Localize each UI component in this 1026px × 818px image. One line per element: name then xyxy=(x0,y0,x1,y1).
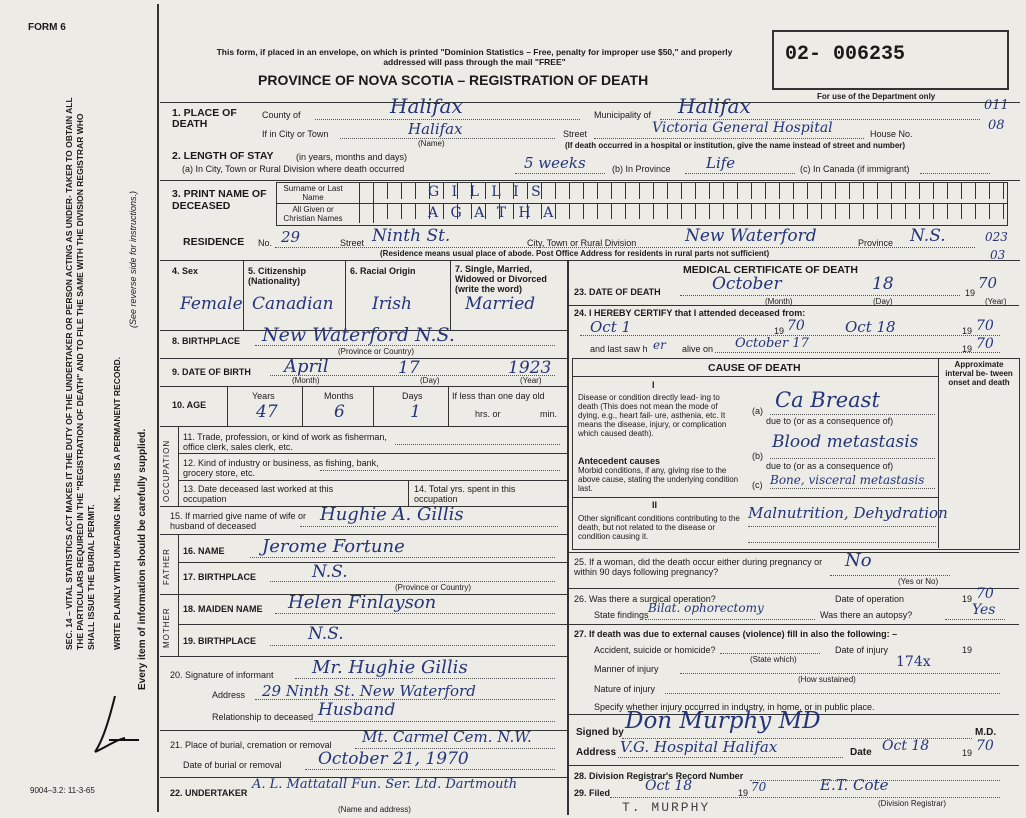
rule xyxy=(569,552,1019,553)
rule xyxy=(720,653,820,654)
sex-label: 4. Sex xyxy=(172,266,199,276)
death-century: 19 xyxy=(965,288,976,298)
rule xyxy=(680,673,1000,674)
occupation-side-label: OCCUPATION xyxy=(162,439,171,502)
rule xyxy=(178,624,567,625)
filed-date: Oct 18 xyxy=(645,778,693,794)
rule xyxy=(715,352,1000,353)
last-century: 19 xyxy=(962,344,973,354)
months-label: Months xyxy=(324,391,354,401)
last-seen-her: er xyxy=(653,338,666,352)
cause-a-label: (a) xyxy=(752,406,763,416)
from-century: 19 xyxy=(774,326,785,336)
supply-note: Every item of information should be carefully supplied. xyxy=(137,428,148,690)
q29-label: 29. Filed xyxy=(574,788,611,798)
due-to-1: due to (or as a consequence of) xyxy=(766,416,894,426)
cause-c-value: Bone, visceral metastasis xyxy=(770,473,925,487)
rule xyxy=(448,386,449,426)
to-century: 19 xyxy=(962,326,973,336)
q12-label: 12. Kind of industry or business, as fishing, bank, grocery store, etc. xyxy=(183,458,379,478)
stay-b-value: Life xyxy=(706,154,736,172)
nature-label: Nature of injury xyxy=(594,684,656,694)
op-century: 19 xyxy=(962,594,973,604)
rule xyxy=(160,386,567,387)
ink-notice: WRITE PLAINLY WITH UNFADING INK. THIS IS A PERMANENT RECORD. xyxy=(112,356,122,650)
other-conditions-value: Malnutrition, Dehydration xyxy=(748,504,948,522)
residence-note: (Residence means usual place of abode. Post Office Address for residents in rural parts not sufficient) xyxy=(380,249,770,258)
dob-day-note: (Day) xyxy=(420,376,440,385)
roman-1: I xyxy=(652,380,655,390)
rule xyxy=(748,542,936,543)
mother-maiden-value: Helen Finlayson xyxy=(288,592,437,613)
mother-birthplace-value: N.S. xyxy=(308,624,344,644)
street-value: Victoria General Hospital xyxy=(652,120,833,136)
rule xyxy=(770,488,935,489)
cause-c-label: (c) xyxy=(752,480,763,490)
rule xyxy=(569,624,1019,625)
q28-label: 28. Division Registrar's Record Number xyxy=(574,771,744,781)
last-seen-year: 70 xyxy=(976,336,994,352)
res-city-value: New Waterford xyxy=(685,226,817,246)
rule xyxy=(160,358,567,359)
municipality-value: Halifax xyxy=(678,94,751,118)
dept-use-note: For use of the Department only xyxy=(817,92,936,101)
antecedent-sub: Morbid conditions, if any, giving rise to the above cause, stating the underlying condition last. xyxy=(578,466,739,493)
father-name-value: Jerome Fortune xyxy=(262,536,405,557)
last-seen-label: and last saw h xyxy=(590,344,648,354)
rule xyxy=(255,699,555,700)
attend-to: Oct 18 xyxy=(845,318,896,336)
rule xyxy=(270,645,555,646)
cause-b-value: Blood metastasis xyxy=(772,432,919,452)
dept-code-3: 023 xyxy=(985,230,1008,244)
q27-label: 27. If death was due to external causes (violence) fill in also the following: – xyxy=(574,629,898,639)
res-street-value: Ninth St. xyxy=(372,226,451,246)
rule xyxy=(594,138,864,139)
rule xyxy=(270,581,555,582)
relationship-value: Husband xyxy=(318,700,396,720)
cert-date-label: Date xyxy=(850,747,872,758)
cause-b-label: (b) xyxy=(752,451,763,461)
death-month: October xyxy=(712,274,782,294)
rule xyxy=(395,444,560,445)
print-code: 9004–3.2: 11-3-65 xyxy=(30,786,95,795)
state-findings-label: State findings xyxy=(594,610,649,620)
rule xyxy=(302,386,303,426)
name-note: (Name) xyxy=(418,139,445,148)
antecedent-label: Antecedent causes xyxy=(578,456,661,466)
stay-sub: (in years, months and days) xyxy=(296,152,408,162)
rule xyxy=(572,376,938,377)
q24-label: 24. I HEREBY CERTIFY that I attended deceased from: xyxy=(574,308,806,318)
disease-label: Disease or condition directly lead- ing to death (This does not mean the mode of dying, e.g., heart fail- ure, asthenia, etc. It means the disease, injury, or complication which caused death). xyxy=(578,393,727,438)
min-label: min. xyxy=(540,409,558,419)
stay-a-value: 5 weeks xyxy=(524,154,586,172)
registrar-note: (Division Registrar) xyxy=(878,799,947,808)
father-birthplace-label: 17. BIRTHPLACE xyxy=(183,572,257,582)
death-month-note: (Month) xyxy=(765,297,793,306)
q23-label: 23. DATE OF DEATH xyxy=(574,287,661,297)
municipality-label: Municipality of xyxy=(594,110,652,120)
rule xyxy=(567,260,569,815)
given-value: A G A T H A xyxy=(428,205,558,221)
rule xyxy=(275,247,975,248)
q13-label: 13. Date deceased last worked at this occupation xyxy=(183,484,334,504)
roman-2: II xyxy=(652,500,658,510)
cert-century: 19 xyxy=(962,748,973,758)
q14-label: 14. Total yrs. spent in this occupation xyxy=(414,484,516,504)
burial-date-value: October 21, 1970 xyxy=(318,749,469,769)
rule xyxy=(610,797,1000,798)
mother-maiden-label: 18. MAIDEN NAME xyxy=(183,604,263,614)
age-days: 1 xyxy=(410,402,421,422)
rule xyxy=(408,480,409,506)
father-birthplace-note: (Province or Country) xyxy=(395,583,472,592)
res-province-value: N.S. xyxy=(910,226,946,246)
rule xyxy=(178,453,567,454)
rule xyxy=(160,534,567,535)
death-year: 70 xyxy=(978,274,998,292)
city-value: Halifax xyxy=(408,120,463,138)
res-no-value: 29 xyxy=(281,228,301,246)
father-name-label: 16. NAME xyxy=(183,546,225,556)
rule xyxy=(569,305,1019,306)
county-label: County of xyxy=(262,110,301,120)
citizenship-value: Canadian xyxy=(252,294,334,314)
q15-label: 15. If married give name of wife or husband of deceased xyxy=(170,511,307,531)
father-side-label: FATHER xyxy=(162,548,171,585)
filed-year: 70 xyxy=(751,780,767,794)
statute-text: SEC. 14 – VITAL STATISTICS ACT MAKES IT THE DUTY OF THE UNDERTAKER OR PERSON ACTING AS UNDER- TAKER TO OBTAIN ALL THE PARTICULARS REQUIRED IN THE "REGISTRATION OF DEATH" AND TO FILE THE SAME WITH THE DIVISION REGISTRAR WHO SHALL ISSUE THE BURIAL PERMIT. xyxy=(64,97,96,650)
burial-place-value: Mt. Carmel Cem. N.W. xyxy=(362,728,532,746)
rule xyxy=(178,480,567,481)
medical-title: MEDICAL CERTIFICATE OF DEATH xyxy=(683,264,858,276)
rule xyxy=(515,173,605,174)
county-value: Halifax xyxy=(390,94,463,118)
attend-to-year: 70 xyxy=(976,318,994,334)
stay-b-label: (b) In Province xyxy=(612,164,671,174)
surname-value: G I L L I S xyxy=(428,184,545,200)
op-year: 70 xyxy=(976,586,994,602)
attend-from: Oct 1 xyxy=(590,318,632,336)
spouse-value: Hughie A. Gillis xyxy=(320,504,464,525)
stay-c-label: (c) In Canada (if immigrant) xyxy=(800,164,910,174)
cert-date-year: 70 xyxy=(976,738,994,754)
rule xyxy=(275,613,555,614)
filed-century: 19 xyxy=(738,788,749,798)
cert-date-value: Oct 18 xyxy=(882,738,930,754)
rule xyxy=(227,386,228,426)
q26-label: 26. Was there a surgical operation? xyxy=(574,594,716,604)
rule xyxy=(618,757,843,758)
rule xyxy=(160,180,1020,181)
place-label: 1. PLACE OF DEATH xyxy=(172,107,237,130)
rule xyxy=(685,173,795,174)
dob-year: 1923 xyxy=(508,358,552,378)
street-label: Street xyxy=(563,129,588,139)
deceased-name-label: 3. PRINT NAME OF DECEASED xyxy=(172,188,267,212)
rule xyxy=(569,588,1019,589)
op-date-label: Date of operation xyxy=(835,594,905,604)
hospital-note: (If death occurred in a hospital or institution, give the name instead of street and number) xyxy=(565,141,906,150)
q25-yesno-note: (Yes or No) xyxy=(898,577,939,586)
rule xyxy=(665,693,1000,694)
dob-year-note: (Year) xyxy=(520,376,542,385)
citizenship-label: 5. Citizenship (Nationality) xyxy=(248,266,307,286)
rule xyxy=(178,594,179,656)
years-label: Years xyxy=(252,391,275,401)
res-city-label: City, Town or Rural Division xyxy=(527,238,637,248)
rule xyxy=(178,562,567,563)
registration-number: 02- 006235 xyxy=(785,43,906,66)
undertaker-note: (Name and address) xyxy=(338,805,411,814)
dob-month: April xyxy=(284,356,329,377)
last-seen-date: October 17 xyxy=(735,336,809,351)
res-no-label: No. xyxy=(258,238,273,248)
other-conditions-label: Other significant conditions contributing to the death, but not related to the disease or condition causing it. xyxy=(578,514,740,541)
specify-label: Specify whether injury occurred in industry, in home, or in public place. xyxy=(594,702,875,712)
autopsy-value: Yes xyxy=(972,602,996,618)
rule xyxy=(300,526,558,527)
informant-address-label: Address xyxy=(212,690,246,700)
undertaker-value: A. L. Mattatall Fun. Ser. Ltd. Dartmouth xyxy=(252,777,518,792)
stay-label: 2. LENGTH OF STAY xyxy=(172,150,274,162)
rule xyxy=(340,138,555,139)
mother-side-label: MOTHER xyxy=(162,607,171,648)
rule xyxy=(645,619,815,620)
registrar-signature: E.T. Cote xyxy=(820,776,889,794)
due-to-2: due to (or as a consequence of) xyxy=(766,461,894,471)
rule xyxy=(830,575,950,576)
rule xyxy=(178,426,179,506)
age-months: 6 xyxy=(334,402,345,422)
interval-label: Approximate interval be- tween onset and death xyxy=(945,360,1013,387)
dob-label: 9. DATE OF BIRTH xyxy=(172,367,251,377)
house-label: House No. xyxy=(870,129,913,139)
rule xyxy=(243,260,244,330)
dept-code-4: 03 xyxy=(990,248,1006,262)
how-sustained-note: (How sustained) xyxy=(798,675,856,684)
q25-answer: No xyxy=(845,550,872,571)
injury-century: 19 xyxy=(962,645,973,655)
racial-value: Irish xyxy=(372,294,412,314)
rule xyxy=(160,260,1020,261)
rule xyxy=(345,260,346,330)
age-label: 10. AGE xyxy=(172,400,207,410)
rule xyxy=(310,721,555,722)
birthplace-label: 8. BIRTHPLACE xyxy=(172,336,241,346)
stamp-name: T. MURPHY xyxy=(622,800,711,815)
death-day: 18 xyxy=(872,274,894,294)
res-street-label: Street xyxy=(340,238,365,248)
physician-address-value: V.G. Hospital Halifax xyxy=(620,738,778,756)
signed-label: Signed by xyxy=(576,727,624,738)
accident-label: Accident, suicide or homicide? xyxy=(594,645,716,655)
rule xyxy=(160,426,567,427)
city-label: If in City or Town xyxy=(262,129,329,139)
rule xyxy=(255,345,555,346)
given-label: All Given or Christian Names xyxy=(283,205,343,223)
burial-date-label: Date of burial or removal xyxy=(183,760,282,770)
birthplace-note: (Province or Country) xyxy=(338,347,415,356)
residence-label: RESIDENCE xyxy=(183,236,245,248)
marital-label: 7. Single, Married, Widowed or Divorced (write the word) xyxy=(455,264,547,294)
racial-label: 6. Racial Origin xyxy=(350,266,416,276)
stay-a-label: (a) In City, Town or Rural Division where death occurred xyxy=(182,164,405,174)
rule xyxy=(770,458,935,459)
rule xyxy=(920,173,990,174)
rule xyxy=(320,470,560,471)
informant-address-value: 29 Ninth St. New Waterford xyxy=(262,682,476,700)
rule xyxy=(450,260,451,330)
rule xyxy=(945,619,1005,620)
rule xyxy=(305,769,555,770)
rule xyxy=(160,102,1020,103)
lessday-label: If less than one day old xyxy=(452,391,545,401)
rule xyxy=(572,497,938,498)
surname-label: Surname or Last Name xyxy=(283,184,343,202)
mail-notice: This form, if placed in an envelope, on which is printed "Dominion Statistics – Free, penalty for improper use $50," and properly addressed will pass through the mail "FREE" xyxy=(216,47,733,67)
form-number: FORM 6 xyxy=(28,22,66,33)
hrs-label: hrs. or xyxy=(475,409,501,419)
rule xyxy=(770,414,935,415)
dept-code-1: 011 xyxy=(984,98,1009,113)
rule xyxy=(680,295,960,296)
informant-sig-value: Mr. Hughie Gillis xyxy=(312,657,468,678)
rule xyxy=(250,557,555,558)
undertaker-label: 22. UNDERTAKER xyxy=(170,788,248,798)
rule xyxy=(569,765,1019,766)
age-years: 47 xyxy=(256,402,278,422)
dob-day: 17 xyxy=(398,358,420,378)
state-which-note: (State which) xyxy=(750,655,797,664)
birthplace-value: New Waterford N.S. xyxy=(262,324,455,346)
attend-from-year: 70 xyxy=(787,318,805,334)
dept-code-2: 08 xyxy=(988,118,1005,133)
informant-sig-label: 20. Signature of informant xyxy=(170,670,274,680)
cause-a-value: Ca Breast xyxy=(775,388,880,412)
res-province-label: Province xyxy=(858,238,894,248)
relationship-label: Relationship to deceased xyxy=(212,712,314,722)
rule xyxy=(178,534,179,594)
marital-value: Married xyxy=(465,294,536,314)
margin-rule xyxy=(157,4,159,812)
instructions-note: (See reverse side for instructions.) xyxy=(128,190,138,328)
alive-label: alive on xyxy=(682,344,714,354)
physician-signature: Don Murphy MD xyxy=(625,708,821,734)
q25-label: 25. If a woman, did the death occur either during pregnancy or within 90 days following pregnancy? xyxy=(574,557,823,577)
death-year-note: (Year) xyxy=(985,297,1007,306)
findings-value: Bilat. ophorectomy xyxy=(648,601,764,615)
md-label: M.D. xyxy=(975,727,997,738)
clerk-signature xyxy=(85,690,145,760)
mother-birthplace-label: 19. BIRTHPLACE xyxy=(183,636,257,646)
burial-place-label: 21. Place of burial, cremation or removal xyxy=(170,740,332,750)
injury-date-label: Date of injury xyxy=(835,645,889,655)
death-day-note: (Day) xyxy=(873,297,893,306)
rule xyxy=(373,386,374,426)
autopsy-label: Was there an autopsy? xyxy=(820,610,913,620)
manner-label: Manner of injury xyxy=(594,664,659,674)
days-label: Days xyxy=(402,391,423,401)
cause-title: CAUSE OF DEATH xyxy=(708,362,801,374)
q11-label: 11. Trade, profession, or kind of work as fisherman, office clerk, sales clerk, etc. xyxy=(183,432,387,452)
dob-month-note: (Month) xyxy=(292,376,320,385)
rule xyxy=(748,526,936,527)
rule xyxy=(295,678,555,679)
page-title: PROVINCE OF NOVA SCOTIA – REGISTRATION OF DEATH xyxy=(258,72,649,88)
father-birthplace-value: N.S. xyxy=(312,562,348,582)
physician-address-label: Address xyxy=(576,747,617,758)
sex-value: Female xyxy=(180,294,243,314)
manner-code: 174x xyxy=(896,654,931,670)
